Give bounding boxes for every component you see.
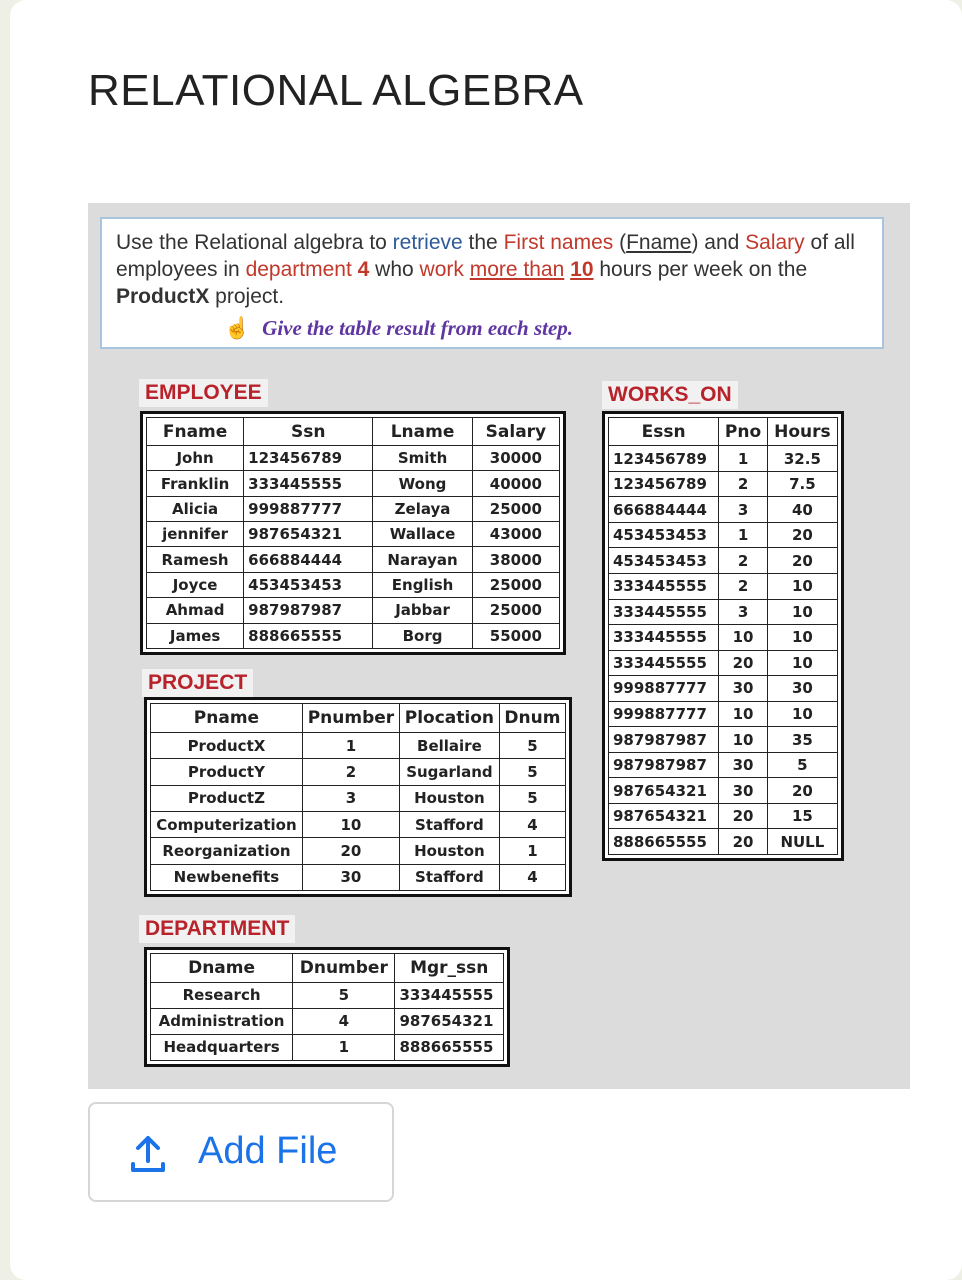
table-header-row: [147, 418, 560, 446]
table-cell: Ramesh: [147, 547, 244, 572]
table-cell: jennifer: [147, 522, 244, 547]
table-cell: 333445555: [609, 573, 719, 599]
table-cell: 999887777: [244, 496, 373, 521]
question-fragment: the: [462, 231, 504, 254]
table-cell: Joyce: [147, 572, 244, 597]
table-cell: 987987987: [244, 598, 373, 623]
table-cell: 5: [499, 733, 565, 759]
project-table: [150, 703, 566, 891]
table-cell: 3: [719, 599, 767, 625]
table-cell: Sugarland: [399, 759, 499, 785]
table-cell: Borg: [373, 623, 473, 648]
table-row: [147, 446, 560, 471]
table-cell: 666884444: [609, 497, 719, 523]
table-cell: 888665555: [395, 1034, 504, 1060]
table-cell: 987654321: [609, 803, 719, 829]
column-header: Pno: [719, 418, 767, 446]
table-cell: 10: [719, 701, 767, 727]
question-text: [116, 229, 868, 310]
table-cell: 888665555: [609, 829, 719, 855]
table-cell: 30: [719, 778, 767, 804]
table-row: [609, 727, 838, 753]
table-cell: Houston: [399, 838, 499, 864]
column-header: Hours: [767, 418, 837, 446]
table-cell: Reorganization: [151, 838, 303, 864]
table-cell: 3: [719, 497, 767, 523]
table-row: [151, 785, 566, 811]
table-row: [609, 701, 838, 727]
pointing-hand-icon: ☝: [224, 316, 251, 340]
table-cell: ProductZ: [151, 785, 303, 811]
table-row: [609, 446, 838, 472]
column-header: Pnumber: [302, 704, 399, 733]
employee-table-frame: [140, 411, 566, 655]
table-cell: John: [147, 446, 244, 471]
table-cell: 987987987: [609, 752, 719, 778]
question-image: [88, 203, 910, 1089]
table-cell: 123456789: [609, 446, 719, 472]
table-cell: 987987987: [609, 727, 719, 753]
table-cell: 333445555: [395, 982, 504, 1008]
project-table-frame: [144, 697, 572, 897]
table-cell: 666884444: [244, 547, 373, 572]
table-cell: 20: [719, 829, 767, 855]
table-cell: 1: [719, 446, 767, 472]
question-fragment: hours per week on the: [593, 258, 808, 281]
table-cell: 999887777: [609, 701, 719, 727]
table-cell: 10: [767, 701, 837, 727]
table-row: [609, 548, 838, 574]
table-cell: 1: [302, 733, 399, 759]
question-fragment: who: [369, 258, 420, 281]
table-cell: 987654321: [395, 1008, 504, 1034]
table-cell: 30: [719, 752, 767, 778]
table-cell: 30: [719, 676, 767, 702]
department-label: DEPARTMENT: [139, 915, 295, 943]
table-row: [151, 982, 504, 1008]
table-cell: 35: [767, 727, 837, 753]
table-row: [609, 650, 838, 676]
table-cell: 987654321: [609, 778, 719, 804]
question-fragment: ) and: [691, 231, 746, 254]
table-row: [151, 864, 566, 890]
table-cell: 7.5: [767, 471, 837, 497]
table-cell: Franklin: [147, 471, 244, 496]
add-file-label: Add File: [198, 1130, 338, 1172]
table-row: [609, 573, 838, 599]
table-row: [147, 522, 560, 547]
table-cell: 123456789: [244, 446, 373, 471]
table-row: [151, 812, 566, 838]
table-cell: 453453453: [609, 548, 719, 574]
table-cell: Smith: [373, 446, 473, 471]
table-cell: 2: [302, 759, 399, 785]
table-cell: 25000: [472, 598, 559, 623]
table-cell: Headquarters: [151, 1034, 293, 1060]
table-cell: 20: [767, 522, 837, 548]
question-box: [100, 217, 884, 349]
table-cell: 5: [499, 785, 565, 811]
table-cell: 1: [293, 1034, 395, 1060]
employee-label: EMPLOYEE: [139, 379, 268, 407]
table-cell: Jabbar: [373, 598, 473, 623]
column-header: Fname: [147, 418, 244, 446]
table-cell: 4: [499, 864, 565, 890]
table-row: [147, 496, 560, 521]
table-row: [147, 623, 560, 648]
table-row: [609, 599, 838, 625]
works-on-label: WORKS_ON: [602, 381, 738, 409]
table-cell: 2: [719, 471, 767, 497]
table-header-row: [151, 704, 566, 733]
table-cell: 40000: [472, 471, 559, 496]
table-cell: 30: [767, 676, 837, 702]
table-cell: 333445555: [244, 471, 373, 496]
table-cell: Stafford: [399, 812, 499, 838]
works-on-table-frame: [602, 411, 844, 861]
table-cell: James: [147, 623, 244, 648]
table-cell: 55000: [472, 623, 559, 648]
table-cell: 15: [767, 803, 837, 829]
table-row: [147, 598, 560, 623]
table-row: [151, 1034, 504, 1060]
table-row: [147, 572, 560, 597]
table-cell: 30: [302, 864, 399, 890]
table-cell: ProductY: [151, 759, 303, 785]
question-fragment: project.: [209, 285, 285, 308]
question-fragment: 4: [357, 258, 370, 281]
table-row: [609, 625, 838, 651]
employee-table: [146, 417, 560, 649]
table-row: [609, 676, 838, 702]
table-cell: 25000: [472, 496, 559, 521]
table-cell: 10: [767, 650, 837, 676]
hint-line: [116, 316, 868, 341]
table-cell: Administration: [151, 1008, 293, 1034]
table-cell: 5: [293, 982, 395, 1008]
column-header: Pname: [151, 704, 303, 733]
question-fragment: department: [245, 258, 352, 281]
project-label: PROJECT: [142, 669, 253, 697]
table-cell: 333445555: [609, 599, 719, 625]
question-fragment: more than: [469, 258, 565, 281]
table-cell: Bellaire: [399, 733, 499, 759]
table-header-row: [151, 954, 504, 983]
question-fragment: 10: [570, 258, 594, 281]
table-cell: 123456789: [609, 471, 719, 497]
table-cell: Ahmad: [147, 598, 244, 623]
question-fragment: of all employees in: [116, 231, 855, 281]
table-row: [609, 471, 838, 497]
department-table: [150, 953, 504, 1061]
table-cell: 1: [719, 522, 767, 548]
table-cell: Alicia: [147, 496, 244, 521]
table-row: [609, 829, 838, 855]
table-cell: 20: [719, 650, 767, 676]
table-row: [609, 497, 838, 523]
column-header: Dnumber: [293, 954, 395, 983]
table-cell: 20: [767, 548, 837, 574]
column-header: Salary: [472, 418, 559, 446]
column-header: Dnum: [499, 704, 565, 733]
table-cell: 4: [499, 812, 565, 838]
table-cell: English: [373, 572, 473, 597]
question-card: [10, 0, 962, 1280]
table-cell: 30000: [472, 446, 559, 471]
table-row: [609, 803, 838, 829]
table-cell: 333445555: [609, 650, 719, 676]
question-fragment: Use the Relational algebra to: [116, 231, 393, 254]
table-row: [147, 547, 560, 572]
table-cell: Computerization: [151, 812, 303, 838]
works-on-table: [608, 417, 838, 855]
table-cell: Houston: [399, 785, 499, 811]
question-fragment: (: [613, 231, 627, 254]
table-cell: Stafford: [399, 864, 499, 890]
table-cell: Wong: [373, 471, 473, 496]
table-cell: ProductX: [151, 733, 303, 759]
question-fragment: Salary: [745, 231, 805, 254]
table-cell: 25000: [472, 572, 559, 597]
table-row: [151, 759, 566, 785]
question-fragment: work: [419, 258, 464, 281]
table-cell: 43000: [472, 522, 559, 547]
table-cell: 32.5: [767, 446, 837, 472]
table-cell: 3: [302, 785, 399, 811]
question-fragment: retrieve: [392, 231, 463, 254]
table-cell: Newbenefits: [151, 864, 303, 890]
table-cell: 987654321: [244, 522, 373, 547]
column-header: Plocation: [399, 704, 499, 733]
table-row: [151, 838, 566, 864]
table-row: [151, 1008, 504, 1034]
table-cell: 2: [719, 548, 767, 574]
table-cell: 10: [302, 812, 399, 838]
table-row: [151, 733, 566, 759]
table-cell: 20: [719, 803, 767, 829]
table-cell: 5: [499, 759, 565, 785]
table-cell: 333445555: [609, 625, 719, 651]
table-cell: 999887777: [609, 676, 719, 702]
column-header: Lname: [373, 418, 473, 446]
table-cell: 10: [767, 573, 837, 599]
table-cell: 2: [719, 573, 767, 599]
table-cell: 1: [499, 838, 565, 864]
table-cell: 10: [719, 727, 767, 753]
table-cell: 888665555: [244, 623, 373, 648]
table-row: [609, 522, 838, 548]
column-header: Dname: [151, 954, 293, 983]
table-header-row: [609, 418, 838, 446]
question-fragment: First names: [503, 231, 614, 254]
table-cell: 453453453: [244, 572, 373, 597]
question-fragment: Fname: [626, 231, 692, 254]
hint-text: Give the table result from each step.: [262, 316, 574, 340]
table-row: [609, 778, 838, 804]
add-file-button[interactable]: [88, 1102, 394, 1202]
table-cell: NULL: [767, 829, 837, 855]
table-cell: Research: [151, 982, 293, 1008]
table-cell: 40: [767, 497, 837, 523]
column-header: Essn: [609, 418, 719, 446]
table-row: [147, 471, 560, 496]
table-cell: 4: [293, 1008, 395, 1034]
table-cell: Wallace: [373, 522, 473, 547]
department-table-frame: [144, 947, 510, 1067]
table-cell: 20: [767, 778, 837, 804]
page-title: RELATIONAL ALGEBRA: [88, 66, 584, 115]
question-fragment: ProductX: [116, 285, 210, 308]
column-header: Mgr_ssn: [395, 954, 504, 983]
table-cell: 453453453: [609, 522, 719, 548]
table-cell: 10: [767, 625, 837, 651]
table-cell: 10: [767, 599, 837, 625]
table-cell: 20: [302, 838, 399, 864]
table-cell: 38000: [472, 547, 559, 572]
table-cell: Zelaya: [373, 496, 473, 521]
table-cell: 5: [767, 752, 837, 778]
table-cell: 10: [719, 625, 767, 651]
table-cell: Narayan: [373, 547, 473, 572]
column-header: Ssn: [244, 418, 373, 446]
table-row: [609, 752, 838, 778]
upload-icon: [128, 1134, 168, 1174]
